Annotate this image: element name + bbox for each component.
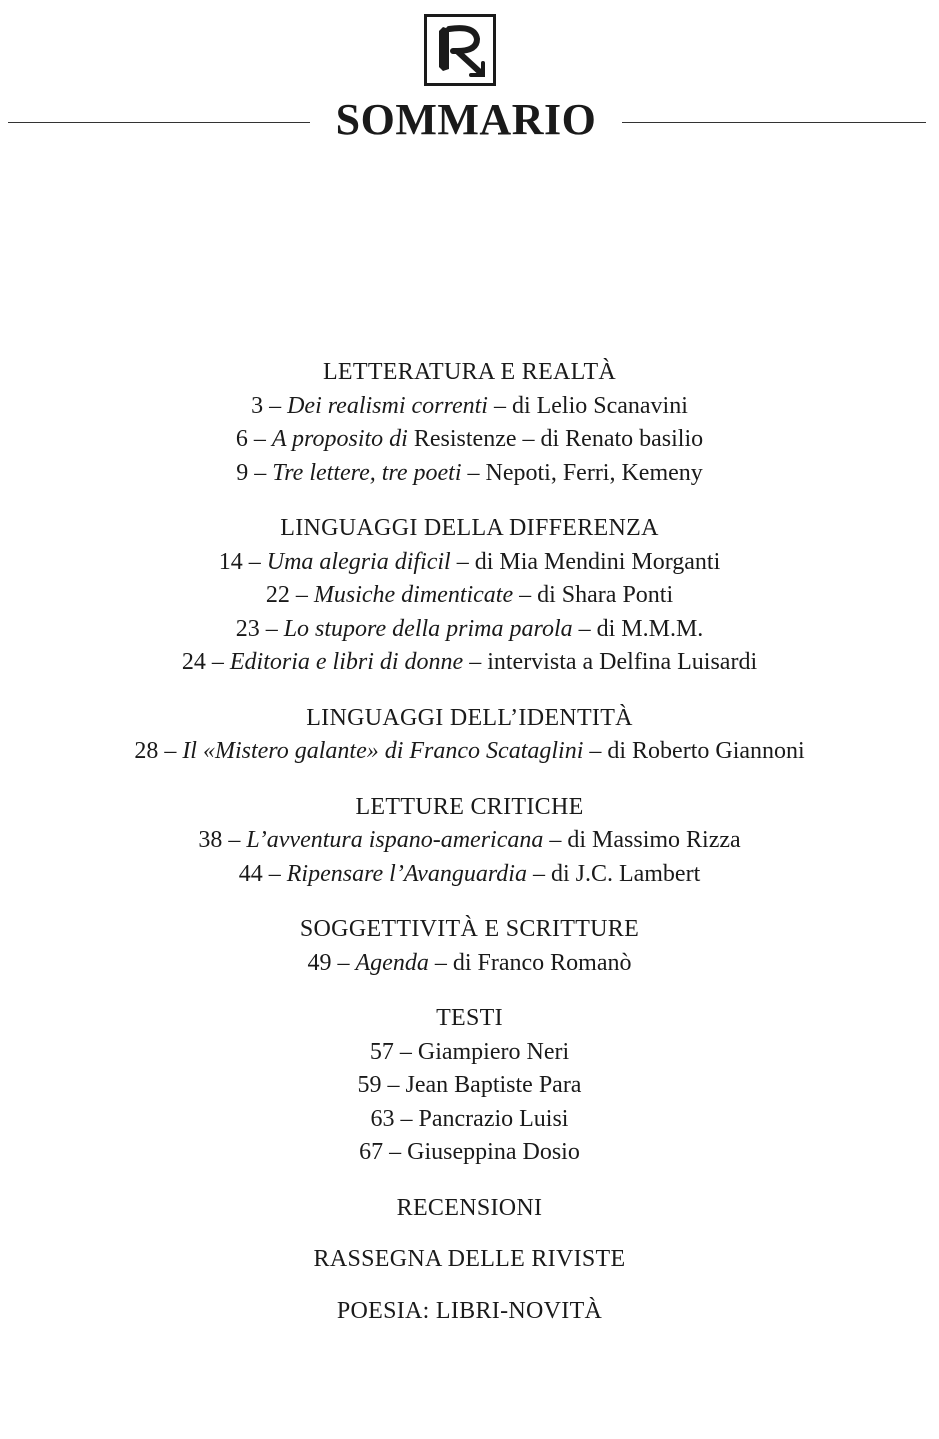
toc-section: [0, 702, 939, 769]
header-rule-left: [8, 122, 310, 123]
section-heading: RECENSIONI: [396, 1194, 543, 1221]
toc-entry: [0, 1103, 939, 1137]
section-heading: LINGUAGGI DELLA DIFFERENZA: [280, 515, 659, 541]
header-rule-right: [622, 122, 926, 123]
toc-section: [0, 1192, 939, 1226]
entry-dash: –: [456, 548, 469, 575]
entry-author: di Franco Romanò: [452, 949, 632, 976]
toc-section: [0, 356, 939, 490]
entry-dash: –: [269, 392, 282, 419]
entry-dash: –: [387, 1072, 400, 1098]
entry-dash: –: [469, 649, 482, 675]
entry-author: di Mia Mendini Morganti: [474, 548, 721, 575]
entry-dash: –: [467, 459, 480, 486]
entry-page-number: 28: [134, 738, 159, 764]
entry-title: Dei realismi correnti: [287, 392, 488, 419]
entry-page-number: 6: [235, 426, 248, 452]
toc-entry: [0, 646, 939, 680]
entry-title: Ripensare l’Avanguardia: [286, 860, 527, 887]
entry-dash: –: [522, 426, 535, 452]
toc-section: [0, 791, 939, 892]
entry-author: Giuseppina Dosio: [407, 1139, 580, 1165]
toc-section: [0, 1002, 939, 1170]
toc-entry: [0, 457, 939, 491]
entry-dash: –: [164, 738, 177, 764]
entry-author: di Renato basilio: [540, 426, 704, 452]
toc-section: [0, 512, 939, 680]
entry-page-number: 14: [218, 548, 243, 575]
entry-dash: –: [253, 426, 266, 452]
entry-author: di Roberto Giannoni: [607, 738, 805, 764]
toc-entry: [0, 1136, 939, 1170]
entry-author: di Shara Ponti: [537, 582, 674, 608]
section-heading: TESTI: [436, 1005, 503, 1031]
entry-author: di Massimo Rizza: [567, 827, 741, 853]
toc-section: [0, 1243, 939, 1277]
toc-entry: [0, 423, 939, 457]
entry-dash: –: [295, 582, 308, 608]
entry-dash: –: [389, 1139, 402, 1165]
entry-page-number: 49: [307, 949, 332, 976]
entry-title: A proposito di: [271, 426, 408, 452]
entry-author: Pancrazio Luisi: [418, 1105, 569, 1132]
section-heading: RASSEGNA DELLE RIVISTE: [313, 1246, 626, 1272]
entry-dash: –: [399, 1038, 412, 1065]
entry-dash: –: [434, 949, 447, 976]
entry-author: di J.C. Lambert: [550, 860, 701, 887]
entry-dash: –: [578, 615, 591, 642]
journal-logo: [424, 14, 496, 86]
entry-dash: –: [519, 582, 532, 608]
toc-entry: [0, 947, 939, 981]
entry-dash: –: [254, 459, 267, 486]
toc-entry: [0, 579, 939, 613]
page-title: SOMMARIO: [335, 95, 597, 144]
entry-author: Jean Baptiste Para: [405, 1072, 582, 1098]
entry-page-number: 38: [198, 827, 223, 853]
toc-section: [0, 913, 939, 980]
entry-title: Editoria e libri di donne: [229, 649, 464, 675]
toc-entry: [0, 735, 939, 769]
toc-entry: [0, 390, 939, 424]
entry-title: Agenda: [355, 949, 429, 976]
entry-page-number: 22: [265, 582, 290, 608]
entry-author: di M.M.M.: [596, 615, 704, 642]
entry-page-number: 3: [251, 392, 264, 419]
entry-page-number: 23: [235, 615, 260, 642]
entry-page-number: 63: [370, 1105, 395, 1132]
section-heading: LINGUAGGI DELL’IDENTITÀ: [306, 704, 633, 731]
entry-dash: –: [549, 827, 562, 853]
entry-author: intervista a Delfina Luisardi: [487, 649, 758, 675]
toc-section: [0, 1295, 939, 1329]
entry-dash: –: [265, 615, 278, 642]
entry-author: Nepoti, Ferri, Kemeny: [485, 459, 703, 486]
entry-page-number: 9: [236, 459, 249, 486]
entry-dash: –: [228, 827, 241, 853]
section-heading: POESIA: LIBRI-NOVITÀ: [336, 1297, 603, 1324]
toc-entry: [0, 1036, 939, 1070]
entry-dash: –: [248, 548, 261, 575]
entry-dash: –: [589, 738, 602, 764]
table-of-contents: [0, 356, 939, 1346]
logo-monogram-icon: [427, 17, 493, 83]
entry-page-number: 44: [238, 860, 263, 887]
entry-title: Musiche dimenticate: [313, 582, 514, 608]
entry-dash: –: [337, 949, 350, 976]
entry-author: di Lelio Scanavini: [511, 392, 688, 419]
toc-entry: [0, 613, 939, 647]
entry-dash: –: [400, 1105, 413, 1132]
entry-dash: –: [532, 860, 545, 887]
section-heading: LETTURE CRITICHE: [355, 793, 584, 820]
entry-title: Il «Mistero galante» di Franco Scataglini: [182, 738, 584, 764]
section-heading: LETTERATURA E REALTÀ: [322, 359, 617, 385]
entry-title: Uma alegria dificil: [266, 548, 451, 575]
entry-dash: –: [211, 649, 224, 675]
entry-dash: –: [493, 392, 506, 419]
entry-author: Giampiero Neri: [417, 1038, 570, 1065]
entry-page-number: 24: [181, 649, 206, 675]
section-heading: SOGGETTIVITÀ E SCRITTURE: [299, 916, 640, 942]
entry-title: Tre lettere, tre poeti: [272, 459, 462, 486]
entry-title-extra: Resistenze: [413, 426, 517, 452]
toc-entry: [0, 546, 939, 580]
entry-page-number: 67: [359, 1139, 384, 1165]
toc-entry: [0, 1069, 939, 1103]
entry-page-number: 59: [357, 1072, 382, 1098]
entry-title: Lo stupore della prima parola: [283, 615, 573, 642]
entry-dash: –: [268, 860, 281, 887]
toc-entry: [0, 858, 939, 892]
entry-title: L’avventura ispano-americana: [246, 827, 544, 853]
toc-entry: [0, 824, 939, 858]
entry-page-number: 57: [369, 1038, 394, 1065]
page-header: [0, 0, 939, 150]
